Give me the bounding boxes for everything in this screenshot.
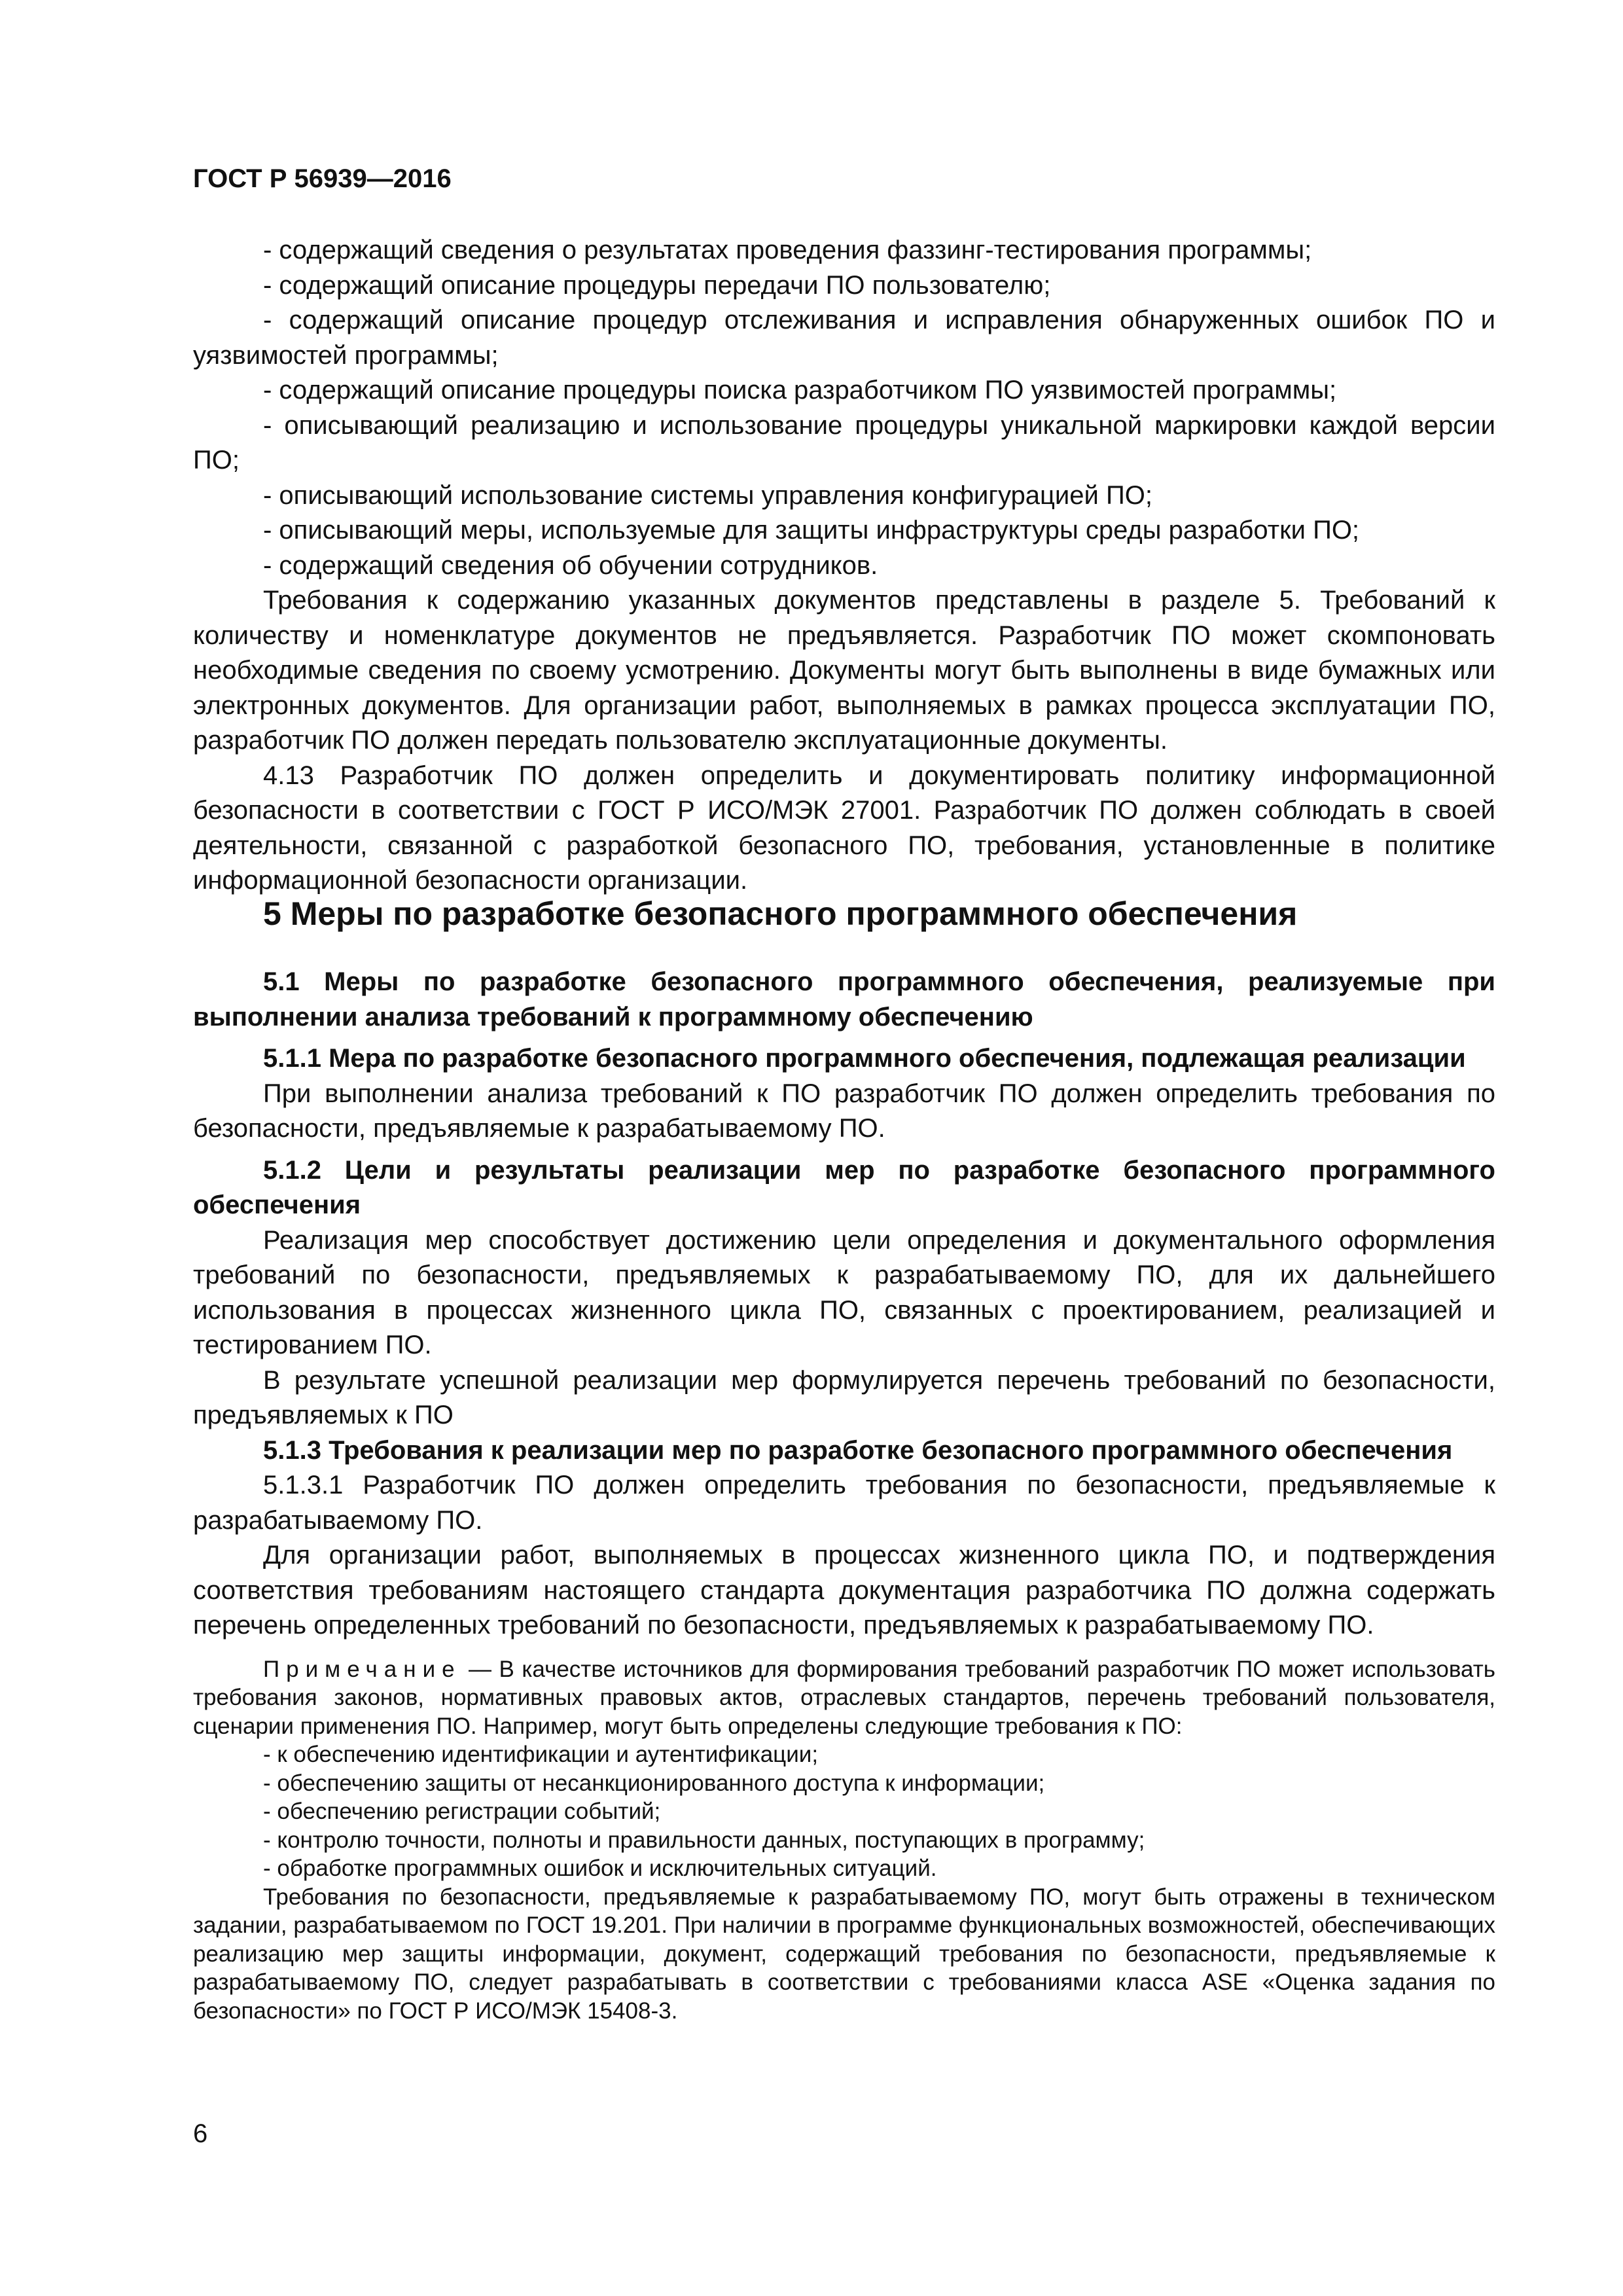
clause-5-1-3-1-text-2: Для организации работ, выполняемых в процессах жизненного цикла ПО, и подтверждения соответствия требованиям настоящего стандарта документация разработчика ПО должна содержать перечень определенных требований по безопасности, предъявляемых к разрабатываемому ПО. [193,1541,1495,1640]
note-list-item: - обеспечению защиты от несанкционированного доступа к информации; [263,1770,1045,1796]
subsection-5-1-1-text: При выполнении анализа требований к ПО разработчик ПО должен определить требования по безопасности, предъявляемые к разрабатываемому ПО. [193,1079,1495,1143]
note-list-item: - контролю точности, полноты и правильности данных, поступающих в программу; [263,1827,1145,1853]
subsection-5-1-2-result: В результате успешной реализации мер формулируется перечень требований по безопасности, предъявляемых к ПО [193,1365,1495,1429]
document-code-header: ГОСТ Р 56939—2016 [193,164,452,193]
requirements-paragraph: Требования к содержанию указанных документов представлены в разделе 5. Требований к количеству и номенклатуре документов не предъявляется. Разработчик ПО может скомпоновать необходимые сведения по своему усмотрению. Документы могут быть выполнены в виде бумажных или электронных документов. Для организации работ, выполняемых в рамках процесса эксплуатации ПО, разработчик ПО должен передать пользователю эксплуатационные документы. [193,586,1495,755]
subsection-5-1-1-heading: 5.1.1 Мера по разработке безопасного программного обеспечения, подлежащая реализации [263,1044,1466,1073]
list-item: - содержащий описание процедуры поиска разработчиком ПО уязвимостей программы; [263,376,1337,404]
document-list-top [193,233,1495,899]
subsection-5-1-2-heading: 5.1.2 Цели и результаты реализации мер по разработке безопасного программного обеспечения [193,1155,1495,1219]
section-5-heading: 5 Меры по разработке безопасного программного обеспечения [263,895,1298,932]
note-block [193,1655,1495,2026]
list-item: - описывающий меры, используемые для защиты инфраструктуры среды разработки ПО; [263,516,1360,545]
note-intro [193,1655,1495,1741]
list-item: - содержащий описание процедур отслеживания и исправления обнаруженных ошибок ПО и уязвимостей программы; [193,306,1495,370]
section-5-body [193,965,1495,2025]
list-item: - содержащий сведения об обучении сотрудников. [263,550,878,580]
clause-5-1-3-1-text: 5.1.3.1 Разработчик ПО должен определить требования по безопасности, предъявляемые к разрабатываемому ПО. [193,1471,1495,1535]
clause-4-13-paragraph: 4.13 Разработчик ПО должен определить и документировать политику информационной безопасности в соответствии с ГОСТ Р ИСО/МЭК 27001. Разработчик ПО должен соблюдать в своей деятельности, связанной с разработкой безопасного ПО, требования, установленные в политике информационной безопасности организации. [193,761,1495,895]
subsection-5-1-2-text: Реализация мер способствует достижению цели определения и документального оформления требований по безопасности, предъявляемых к разрабатываемому ПО, для их дальнейшего использования в процессах жизненного цикла ПО, связанных с проектированием, реализацией и тестированием ПО. [193,1225,1495,1359]
note-list-item: - к обеспечению идентификации и аутентификации; [263,1742,819,1767]
note-list-item: - обеспечению регистрации событий; [263,1799,661,1824]
list-item: - содержащий описание процедуры передачи ПО пользователю; [263,270,1051,300]
page-number: 6 [193,2119,208,2148]
note-intro-text: — В качестве источников для формирования требований разработчик ПО может использовать требования законов, нормативных правовых актов, отраслевых стандартов, перечень требований пользователя, сценарии применения ПО. Например, могут быть определены следующие требования к ПО: [193,1656,1495,1739]
subsection-5-1-3-heading: 5.1.3 Требования к реализации мер по разработке безопасного программного обеспечения [263,1435,1453,1465]
list-item: - описывающий реализацию и использование процедуры уникальной маркировки каждой версии ПО; [193,410,1495,475]
list-item: - описывающий использование системы управления конфигурацией ПО; [263,480,1152,510]
list-item: - содержащий сведения о результатах проведения фаззинг-тестирования программы; [263,236,1312,264]
note-closing: Требования по безопасности, предъявляемые к разрабатываемому ПО, могут быть отражены в техническом задании, разрабатываемом по ГОСТ 19.201. При наличии в программе функциональных возможностей, обеспечивающих реализацию мер защиты информации, документ, содержащий требования по безопасности, предъявляемые к разрабатываемому ПО, следует разрабатывать в соответствии с требованиями класса ASE «Оценка задания по безопасности» по ГОСТ Р ИСО/МЭК 15408-3. [193,1884,1495,2024]
note-list-item: - обработке программных ошибок и исключительных ситуаций. [263,1856,937,1881]
note-label: Примечание [263,1656,461,1682]
subsection-5-1-heading: 5.1 Меры по разработке безопасного программного обеспечения, реализуемые при выполнении анализа требований к программному обеспечению [193,967,1495,1031]
